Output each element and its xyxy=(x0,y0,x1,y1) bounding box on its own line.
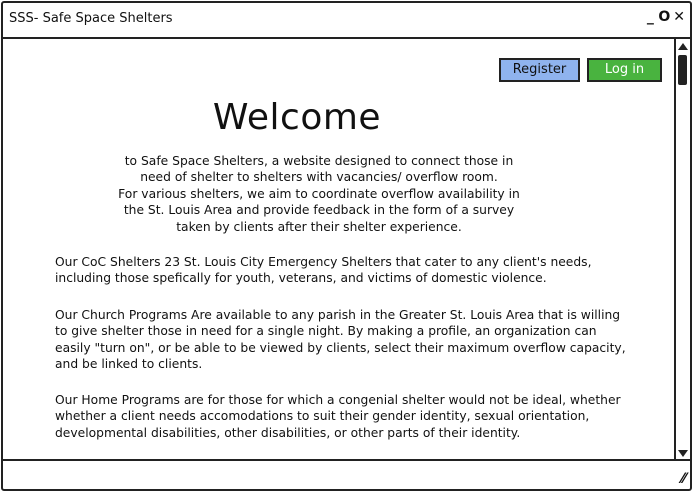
intro-line: For various shelters, we aim to coordinate overflow availability in xyxy=(118,186,520,201)
paragraph-line: Our Home Programs are for those for which a congenial shelter would not be ideal, whether xyxy=(55,393,621,407)
register-button[interactable]: Register xyxy=(499,58,580,82)
minimize-icon[interactable]: _ xyxy=(646,9,655,25)
vertical-scrollbar[interactable] xyxy=(674,39,690,461)
close-icon[interactable]: ✕ xyxy=(673,9,686,25)
paragraph-line: developmental disabilities, other disabilities, or other parts of their identity. xyxy=(55,425,521,440)
home-programs-paragraph xyxy=(55,392,655,441)
intro-line: taken by clients after their shelter experience. xyxy=(176,219,462,234)
paragraph-line: easily "turn on", or be able to be viewed by clients, select their maximum overflow capacity, xyxy=(55,340,626,355)
login-button[interactable]: Log in xyxy=(587,58,662,82)
paragraph-line: and be linked to clients. xyxy=(55,357,203,372)
paragraph-line: Our Church Programs Are available to any parish in the Greater St. Louis Area that is willing xyxy=(55,308,621,322)
maximize-icon[interactable]: O xyxy=(658,9,672,25)
paragraph-line: to give shelter those in need for a single night. By making a profile, an organization can xyxy=(55,324,597,339)
arrow-down-icon[interactable] xyxy=(678,450,688,457)
window-title: SSS- Safe Space Shelters xyxy=(9,11,173,26)
title-bar xyxy=(3,3,690,39)
arrow-up-icon[interactable] xyxy=(678,43,688,50)
welcome-heading: Welcome xyxy=(212,97,382,138)
status-bar xyxy=(3,459,690,489)
paragraph-line: Our CoC Shelters 23 St. Louis City Emergency Shelters that cater to any client's needs, xyxy=(55,255,592,269)
intro-line: need of shelter to shelters with vacancies/ overflow room. xyxy=(140,170,498,185)
intro-line: the St. Louis Area and provide feedback in the form of a survey xyxy=(123,203,515,218)
church-programs-paragraph xyxy=(55,307,655,373)
paragraph-line: whether a client needs accomodations to suit their gender identity, sexual orientation, xyxy=(55,409,590,424)
scrollbar-thumb[interactable] xyxy=(678,55,687,85)
resize-grip-icon[interactable]: ⁄⁄ xyxy=(681,471,686,487)
main-content xyxy=(3,39,674,459)
intro-text xyxy=(75,153,563,235)
window-controls xyxy=(645,9,686,25)
paragraph-line: including those spefically for youth, veterans, and victims of domestic violence. xyxy=(55,271,547,286)
coc-shelters-paragraph xyxy=(55,254,655,287)
app-window xyxy=(1,1,692,491)
intro-line: to Safe Space Shelters, a website designed to connect those in xyxy=(124,154,514,168)
